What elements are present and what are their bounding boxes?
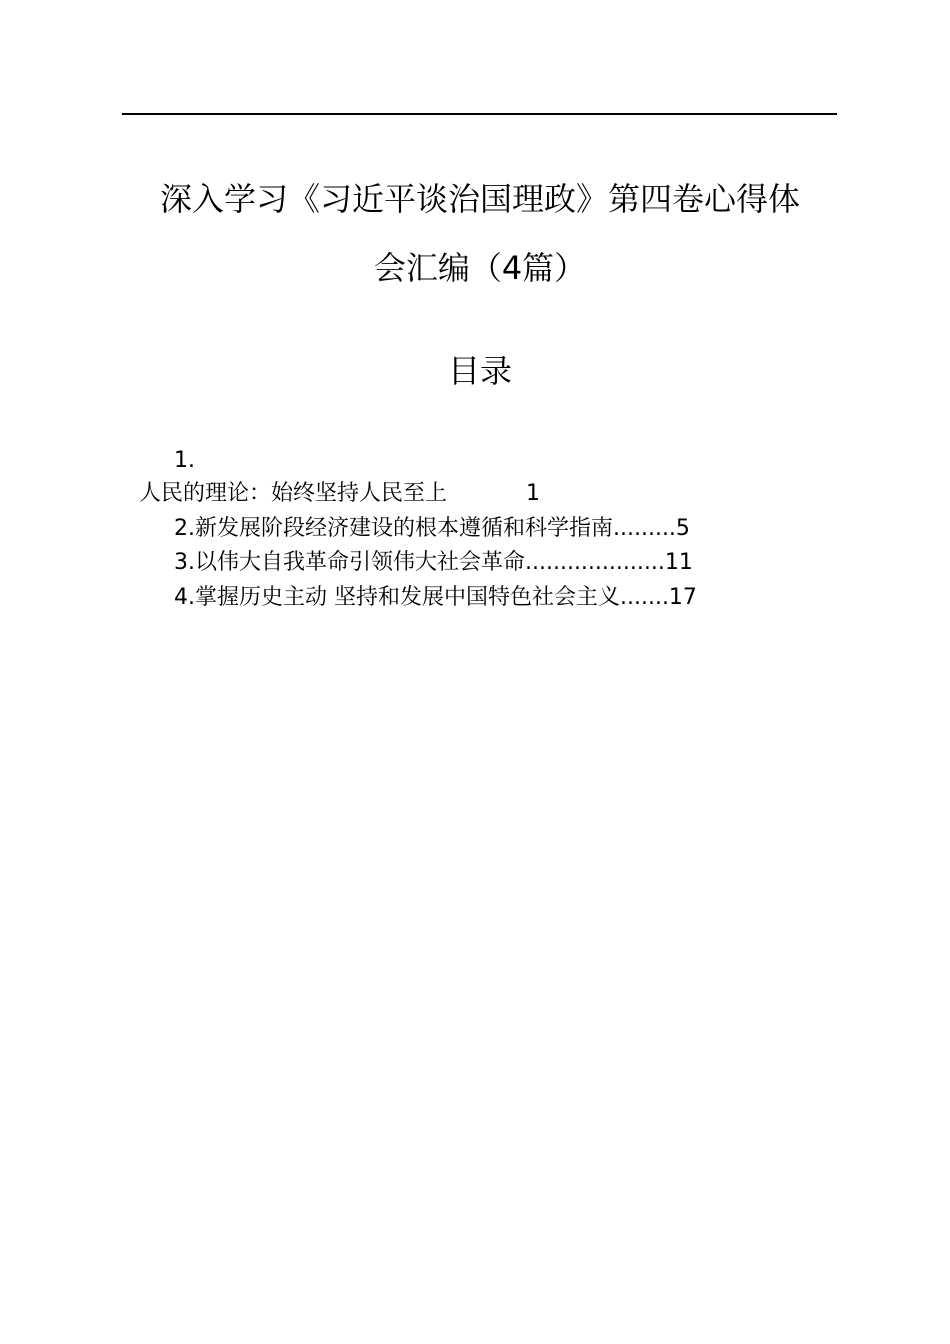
toc-heading: 目录 bbox=[447, 352, 512, 390]
toc-item-2[interactable]: 2.新发展阶段经济建设的根本遵循和科学指南.........5 bbox=[174, 516, 690, 541]
toc-item-1-page[interactable]: 1 bbox=[526, 481, 540, 506]
header-rule bbox=[122, 113, 837, 115]
toc-item-3[interactable]: 3.以伟大自我革命引领伟大社会革命....................11 bbox=[174, 550, 693, 575]
toc-item-4[interactable]: 4.掌握历史主动 坚持和发展中国特色社会主义.......17 bbox=[174, 585, 697, 610]
toc-item-1-number[interactable]: 1. bbox=[174, 448, 195, 473]
document-title-line-1: 深入学习《习近平谈治国理政》第四卷心得体 bbox=[159, 180, 800, 218]
toc-item-1-text[interactable]: 人民的理论：始终坚持人民至上 bbox=[139, 481, 448, 506]
document-title-line-2: 会汇编（4篇） bbox=[373, 249, 587, 287]
